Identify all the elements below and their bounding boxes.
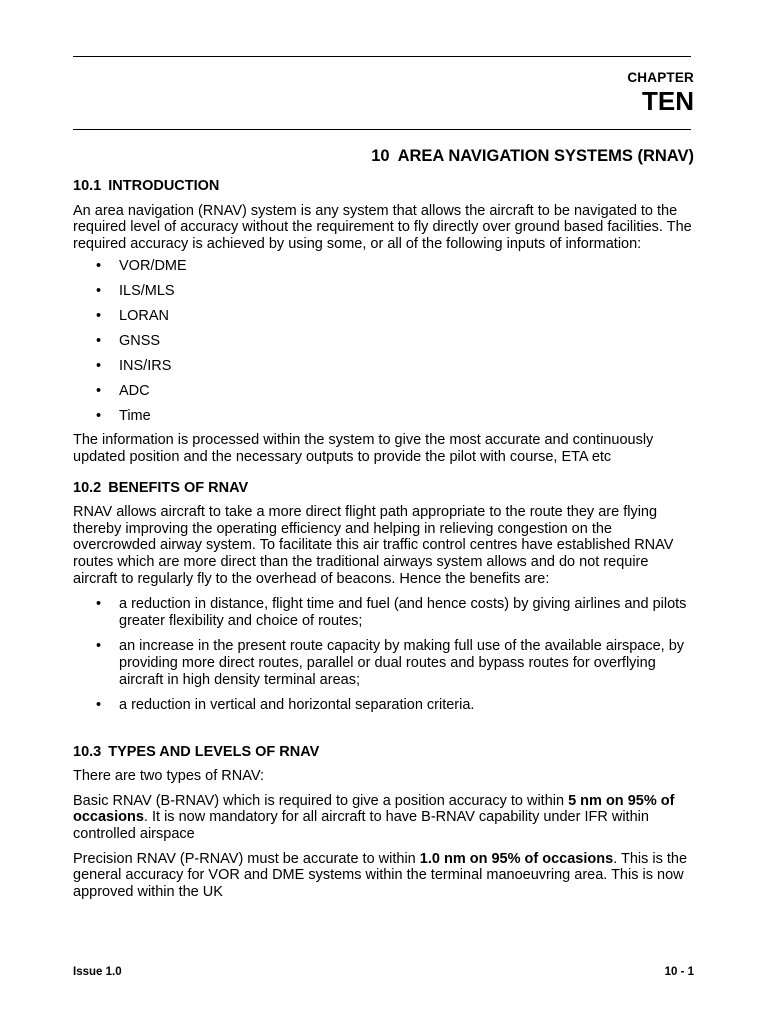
benefits-list [73,596,695,714]
bullet-icon: • [96,358,102,375]
bullet-icon: • [96,333,102,350]
benefits-intro-paragraph: RNAV allows aircraft to take a more direct flight path appropriate to the route they are flying thereby improving the operating efficiency and helping in relieving congestion on the overcrowded airway system. To facilitate this air traffic control centres have established RNAV routes which are more direct than the traditional airways system allows and do not require aircraft to regularly fly to the overhead of beacons. Hence the benefits are: [73,504,674,587]
section-heading-types [73,744,695,761]
list-item: • Time [73,404,695,429]
header-top-rule [73,56,691,57]
processing-paragraph: The information is processed within the system to give the most accurate and continuously updated position and the necessary outputs to provide the pilot with course, ETA etc [73,432,654,465]
chapter-title-number: 10 [371,147,390,165]
bullet-icon: • [96,258,102,275]
intro-paragraph: An area navigation (RNAV) system is any system that allows the aircraft to be navigated to the required level of accuracy without the requirement to fly directly over ground based facilities. The required accuracy is achieved by using some, or all of the following inputs of information: [73,202,692,252]
precision-rnav-paragraph: Precision RNAV (P-RNAV) must be accurate to within 1.0 nm on 95% of occasions. This is the general accuracy for VOR and DME systems within the terminal manoeuvring area. This is now approved within the UK [73,850,688,900]
section-title: BENEFITS OF RNAV [108,479,249,496]
footer-page-number: 10 - 1 [664,966,694,978]
section-number: 10.3 [73,743,102,760]
basic-rnav-accuracy: 5 nm on 95% of occasions [73,792,675,826]
list-item: • an increase in the present route capacity by making full use of the available airspace, by providing more direct routes, parallel or dual routes and bypass routes for overflying aircraft in high density terminal areas; [96,638,685,688]
list-item: • a reduction in vertical and horizontal separation criteria. [96,697,475,714]
bullet-icon: • [96,596,102,613]
list-item: • ADC [73,379,695,404]
list-item: • INS/IRS [73,354,695,379]
section-heading-benefits [73,480,695,497]
bullet-icon: • [96,638,102,655]
inputs-list [73,254,695,429]
bullet-icon: • [96,383,102,400]
list-item: • ILS/MLS [73,279,695,304]
chapter-number: TEN [642,86,694,116]
precision-rnav-accuracy: 1.0 nm on 95% of occasions [419,850,614,867]
bullet-icon: • [96,408,102,425]
list-item: • LORAN [73,304,695,329]
list-item: • GNSS [73,329,695,354]
list-item: • VOR/DME [73,254,695,279]
basic-rnav-paragraph: Basic RNAV (B-RNAV) which is required to give a position accuracy to within 5 nm on 95% of occasions. It is now mandatory for all aircraft to have B-RNAV capability under IFR within controlled airspace [73,792,675,843]
section-heading-introduction [73,178,695,195]
bullet-icon: • [96,283,102,300]
chapter-title [371,147,694,166]
types-intro-paragraph: There are two types of RNAV: [73,768,264,785]
chapter-title-text: AREA NAVIGATION SYSTEMS (RNAV) [397,147,694,165]
bullet-icon: • [96,697,102,714]
header-bottom-rule [73,129,691,130]
bullet-icon: • [96,308,102,325]
list-item: • a reduction in distance, flight time and fuel (and hence costs) by giving airlines and pilots greater flexibility and choice of routes; [96,596,687,629]
document-body [73,178,695,900]
section-title: INTRODUCTION [108,178,220,194]
section-title: TYPES AND LEVELS OF RNAV [108,743,320,760]
section-number: 10.1 [73,178,102,194]
footer-issue: Issue 1.0 [73,966,122,978]
section-number: 10.2 [73,479,102,496]
chapter-label: CHAPTER [627,70,694,85]
